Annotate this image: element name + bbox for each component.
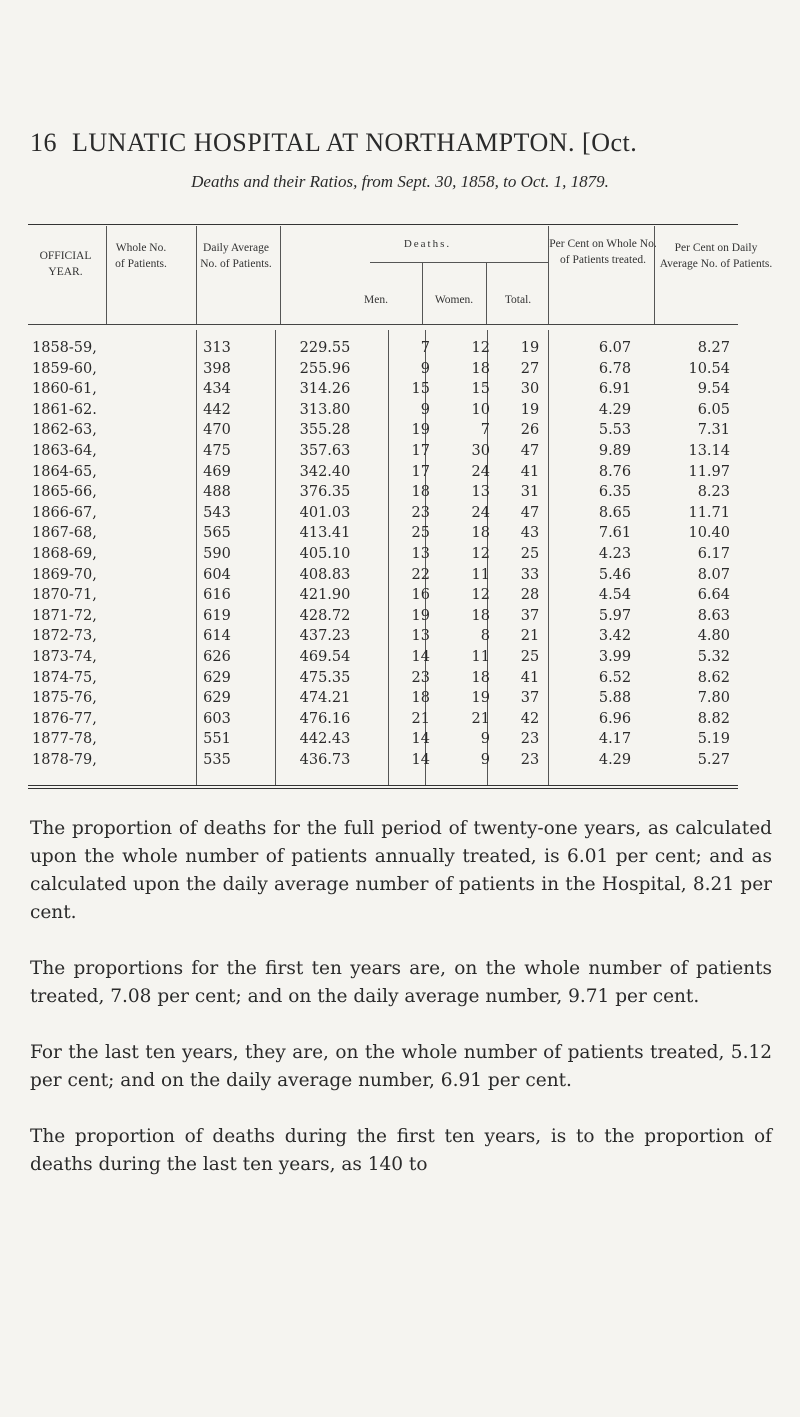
cell-year: 1863-64, bbox=[32, 443, 97, 459]
table-row bbox=[0, 752, 800, 780]
cell-men: 17 bbox=[411, 463, 430, 480]
cell-pct-whole: 6.07 bbox=[598, 340, 632, 356]
cell-men: 23 bbox=[411, 669, 430, 686]
cell-women: 21 bbox=[471, 710, 490, 727]
cell-average: 355.28 bbox=[299, 422, 351, 439]
paragraph: For the last ten years, they are, on the whole number of patients treated, 5.12 per cent; and on the daily average number, 6.91 per cent. bbox=[30, 1042, 772, 1091]
cell-pct-average: 11.71 bbox=[688, 504, 730, 521]
page-number: 16 bbox=[30, 128, 57, 157]
table-bottom-rule bbox=[28, 788, 738, 789]
cell-total: 21 bbox=[520, 628, 540, 645]
cell-women: 30 bbox=[471, 443, 490, 459]
cell-women: 18 bbox=[471, 607, 490, 624]
cell-pct-average: 9.54 bbox=[697, 381, 730, 398]
cell-women: 24 bbox=[471, 463, 490, 480]
cell-pct-average: 8.62 bbox=[697, 669, 730, 686]
cell-pct-average: 10.54 bbox=[688, 360, 730, 377]
cell-total: 37 bbox=[520, 607, 540, 624]
cell-pct-average: 11.97 bbox=[688, 463, 730, 480]
cell-year: 1862-63, bbox=[32, 422, 97, 439]
cell-year: 1867-68, bbox=[32, 525, 97, 542]
cell-pct-whole: 5.97 bbox=[598, 607, 632, 624]
header-men: Men. bbox=[364, 294, 388, 306]
cell-average: 408.83 bbox=[299, 566, 351, 583]
cell-total: 19 bbox=[520, 401, 540, 418]
cell-average: 401.03 bbox=[299, 504, 351, 521]
cell-average: 442.43 bbox=[299, 731, 351, 748]
cell-pct-whole: 4.29 bbox=[598, 401, 632, 418]
cell-pct-average: 13.14 bbox=[688, 443, 730, 459]
cell-total: 31 bbox=[520, 484, 540, 501]
cell-pct-whole: 4.29 bbox=[598, 752, 632, 768]
cell-average: 229.55 bbox=[299, 340, 351, 356]
cell-whole: 442 bbox=[203, 401, 231, 418]
header-deaths: Deaths. bbox=[403, 238, 452, 250]
cell-average: 357.63 bbox=[299, 443, 351, 459]
cell-women: 10 bbox=[471, 401, 490, 418]
cell-women: 18 bbox=[471, 525, 490, 542]
cell-year: 1860-61, bbox=[32, 381, 97, 398]
cell-pct-average: 5.32 bbox=[697, 649, 730, 665]
column-divider bbox=[486, 262, 487, 324]
cell-whole: 313 bbox=[203, 340, 231, 356]
cell-total: 41 bbox=[520, 669, 540, 686]
header-whole: Whole No. of Patients. bbox=[115, 242, 167, 270]
cell-men: 18 bbox=[411, 484, 430, 501]
cell-whole: 475 bbox=[203, 443, 231, 459]
paragraph: The proportion of deaths for the full period of twenty-one years, as calculated upon the whole number of patients annually treated, is 6.01 per cent; and as calculated upon the daily average number of patients in the Hospital, 8.21 per cent. bbox=[30, 818, 772, 923]
cell-average: 436.73 bbox=[299, 752, 351, 768]
cell-whole: 470 bbox=[203, 422, 231, 439]
column-divider bbox=[280, 226, 281, 324]
cell-pct-whole: 6.91 bbox=[598, 381, 632, 398]
cell-whole: 616 bbox=[203, 587, 231, 604]
cell-whole: 626 bbox=[203, 649, 231, 665]
cell-average: 313.80 bbox=[299, 401, 351, 418]
cell-women: 12 bbox=[471, 587, 490, 604]
cell-pct-whole: 6.96 bbox=[598, 710, 632, 727]
cell-year: 1859-60, bbox=[32, 360, 97, 377]
cell-pct-average: 7.80 bbox=[697, 690, 730, 707]
cell-men: 13 bbox=[411, 628, 430, 645]
cell-pct-average: 6.64 bbox=[697, 587, 730, 604]
cell-pct-whole: 6.35 bbox=[598, 484, 632, 501]
cell-women: 8 bbox=[480, 628, 490, 645]
column-divider bbox=[548, 226, 549, 324]
cell-total: 43 bbox=[520, 525, 540, 542]
cell-pct-whole: 5.53 bbox=[598, 422, 632, 439]
cell-women: 18 bbox=[471, 360, 490, 377]
cell-men: 9 bbox=[420, 401, 430, 418]
cell-whole: 614 bbox=[203, 628, 231, 645]
cell-pct-whole: 9.89 bbox=[598, 443, 632, 459]
cell-men: 14 bbox=[411, 731, 430, 748]
cell-whole: 604 bbox=[203, 566, 231, 583]
paragraph: The proportions for the first ten years are, on the whole number of patients treated, 7.08 per cent; and on the daily average number, 9.71 per cent. bbox=[30, 958, 772, 1007]
page-header bbox=[30, 128, 780, 158]
cell-whole: 469 bbox=[203, 463, 231, 480]
cell-total: 47 bbox=[520, 443, 540, 459]
cell-whole: 565 bbox=[203, 525, 231, 542]
cell-pct-average: 10.40 bbox=[688, 525, 730, 542]
cell-average: 469.54 bbox=[299, 649, 351, 665]
column-divider bbox=[654, 226, 655, 324]
header-daily-average: Daily Average No. of Patients. bbox=[200, 242, 272, 270]
cell-average: 475.35 bbox=[299, 669, 351, 686]
header-year: OFFICIAL YEAR. bbox=[39, 250, 92, 278]
cell-whole: 590 bbox=[203, 546, 231, 562]
cell-women: 12 bbox=[471, 340, 490, 356]
cell-pct-whole: 3.99 bbox=[598, 649, 632, 665]
cell-year: 1865-66, bbox=[32, 484, 97, 501]
cell-pct-whole: 5.88 bbox=[598, 690, 632, 707]
cell-men: 7 bbox=[420, 340, 430, 356]
header-women: Women. bbox=[434, 294, 474, 306]
cell-average: 428.72 bbox=[299, 607, 351, 624]
cell-pct-average: 5.19 bbox=[697, 731, 730, 748]
cell-men: 18 bbox=[411, 690, 430, 707]
cell-year: 1866-67, bbox=[32, 504, 97, 521]
cell-year: 1872-73, bbox=[32, 628, 97, 645]
cell-total: 41 bbox=[520, 463, 540, 480]
cell-women: 12 bbox=[471, 546, 490, 562]
cell-total: 25 bbox=[520, 649, 540, 665]
cell-pct-average: 8.82 bbox=[697, 710, 730, 727]
cell-pct-average: 8.23 bbox=[697, 484, 730, 501]
cell-average: 413.41 bbox=[299, 525, 351, 542]
cell-average: 314.26 bbox=[299, 381, 351, 398]
cell-pct-average: 6.17 bbox=[697, 546, 730, 562]
cell-total: 23 bbox=[520, 731, 540, 748]
cell-average: 476.16 bbox=[299, 710, 351, 727]
cell-pct-whole: 8.76 bbox=[598, 463, 632, 480]
cell-men: 25 bbox=[411, 525, 430, 542]
cell-men: 13 bbox=[411, 546, 430, 562]
cell-total: 26 bbox=[520, 422, 540, 439]
cell-pct-average: 4.80 bbox=[697, 628, 730, 645]
cell-total: 37 bbox=[520, 690, 540, 707]
cell-women: 13 bbox=[471, 484, 490, 501]
cell-women: 19 bbox=[471, 690, 490, 707]
column-divider bbox=[106, 226, 107, 324]
cell-year: 1878-79, bbox=[32, 752, 97, 768]
cell-men: 16 bbox=[411, 587, 430, 604]
cell-whole: 551 bbox=[203, 731, 231, 748]
cell-men: 19 bbox=[411, 607, 430, 624]
cell-average: 421.90 bbox=[299, 587, 351, 604]
header-total: Total. bbox=[504, 294, 532, 306]
cell-year: 1869-70, bbox=[32, 566, 97, 583]
cell-year: 1875-76, bbox=[32, 690, 97, 707]
deaths-subheader-rule bbox=[370, 262, 548, 263]
cell-total: 47 bbox=[520, 504, 540, 521]
cell-average: 376.35 bbox=[299, 484, 351, 501]
cell-whole: 629 bbox=[203, 690, 231, 707]
header-bottom-rule bbox=[28, 324, 738, 325]
cell-total: 27 bbox=[520, 360, 540, 377]
cell-pct-whole: 5.46 bbox=[598, 566, 632, 583]
cell-women: 18 bbox=[471, 669, 490, 686]
cell-year: 1868-69, bbox=[32, 546, 97, 562]
cell-pct-average: 8.63 bbox=[697, 607, 730, 624]
cell-men: 22 bbox=[411, 566, 430, 583]
header-month: [Oct. bbox=[582, 128, 638, 157]
cell-pct-average: 7.31 bbox=[697, 422, 730, 439]
header-pct-average: Per Cent on Daily Average No. of Patients. bbox=[659, 242, 773, 270]
cell-women: 9 bbox=[480, 752, 490, 768]
cell-year: 1870-71, bbox=[32, 587, 97, 604]
column-divider bbox=[422, 262, 423, 324]
cell-average: 405.10 bbox=[299, 546, 351, 562]
table-bottom-rule bbox=[28, 785, 738, 786]
cell-men: 15 bbox=[411, 381, 430, 398]
cell-pct-average: 6.05 bbox=[697, 401, 730, 418]
cell-pct-whole: 4.54 bbox=[598, 587, 632, 604]
cell-total: 19 bbox=[520, 340, 540, 356]
cell-pct-whole: 4.17 bbox=[598, 731, 632, 748]
cell-whole: 535 bbox=[203, 752, 231, 768]
cell-total: 30 bbox=[520, 381, 540, 398]
cell-women: 15 bbox=[471, 381, 490, 398]
cell-women: 9 bbox=[480, 731, 490, 748]
cell-pct-average: 8.07 bbox=[697, 566, 730, 583]
cell-men: 19 bbox=[411, 422, 430, 439]
cell-average: 342.40 bbox=[299, 463, 351, 480]
cell-average: 437.23 bbox=[299, 628, 351, 645]
cell-year: 1873-74, bbox=[32, 649, 97, 665]
header-pct-whole: Per Cent on Whole No. of Patients treated. bbox=[549, 238, 657, 266]
cell-women: 11 bbox=[471, 649, 490, 665]
cell-whole: 543 bbox=[203, 504, 231, 521]
cell-whole: 488 bbox=[203, 484, 231, 501]
cell-men: 14 bbox=[411, 649, 430, 665]
cell-whole: 619 bbox=[203, 607, 231, 624]
cell-year: 1858-59, bbox=[32, 340, 97, 356]
cell-average: 474.21 bbox=[299, 690, 351, 707]
running-title: LUNATIC HOSPITAL AT NORTHAMPTON. bbox=[72, 128, 576, 157]
cell-men: 9 bbox=[420, 360, 430, 377]
cell-year: 1861-62. bbox=[32, 401, 97, 418]
cell-year: 1874-75, bbox=[32, 669, 97, 686]
table-caption: Deaths and their Ratios, from Sept. 30, 1858, to Oct. 1, 1879. bbox=[191, 172, 609, 191]
cell-whole: 398 bbox=[203, 360, 231, 377]
cell-pct-whole: 8.65 bbox=[598, 504, 632, 521]
cell-pct-average: 8.27 bbox=[697, 340, 730, 356]
cell-year: 1877-78, bbox=[32, 731, 97, 748]
cell-men: 21 bbox=[411, 710, 430, 727]
cell-total: 25 bbox=[520, 546, 540, 562]
cell-average: 255.96 bbox=[299, 360, 351, 377]
column-divider bbox=[196, 226, 197, 324]
cell-men: 23 bbox=[411, 504, 430, 521]
cell-year: 1876-77, bbox=[32, 710, 97, 727]
cell-total: 23 bbox=[520, 752, 540, 768]
cell-year: 1864-65, bbox=[32, 463, 97, 480]
cell-pct-whole: 4.23 bbox=[598, 546, 632, 562]
cell-whole: 629 bbox=[203, 669, 231, 686]
cell-pct-whole: 6.78 bbox=[598, 360, 632, 377]
cell-women: 7 bbox=[480, 422, 490, 439]
cell-total: 42 bbox=[520, 710, 540, 727]
cell-pct-whole: 6.52 bbox=[598, 669, 632, 686]
cell-women: 24 bbox=[471, 504, 490, 521]
cell-whole: 603 bbox=[203, 710, 231, 727]
cell-total: 33 bbox=[520, 566, 540, 583]
cell-men: 17 bbox=[411, 443, 430, 459]
cell-pct-whole: 3.42 bbox=[598, 628, 632, 645]
paragraph: The proportion of deaths during the first ten years, is to the proportion of deaths during the last ten years, as 140 to bbox=[30, 1126, 772, 1175]
cell-total: 28 bbox=[520, 587, 540, 604]
cell-men: 14 bbox=[411, 752, 430, 768]
cell-pct-whole: 7.61 bbox=[598, 525, 632, 542]
cell-whole: 434 bbox=[203, 381, 231, 398]
cell-pct-average: 5.27 bbox=[697, 752, 730, 768]
table-top-rule bbox=[28, 224, 738, 225]
cell-year: 1871-72, bbox=[32, 607, 97, 624]
cell-women: 11 bbox=[471, 566, 490, 583]
